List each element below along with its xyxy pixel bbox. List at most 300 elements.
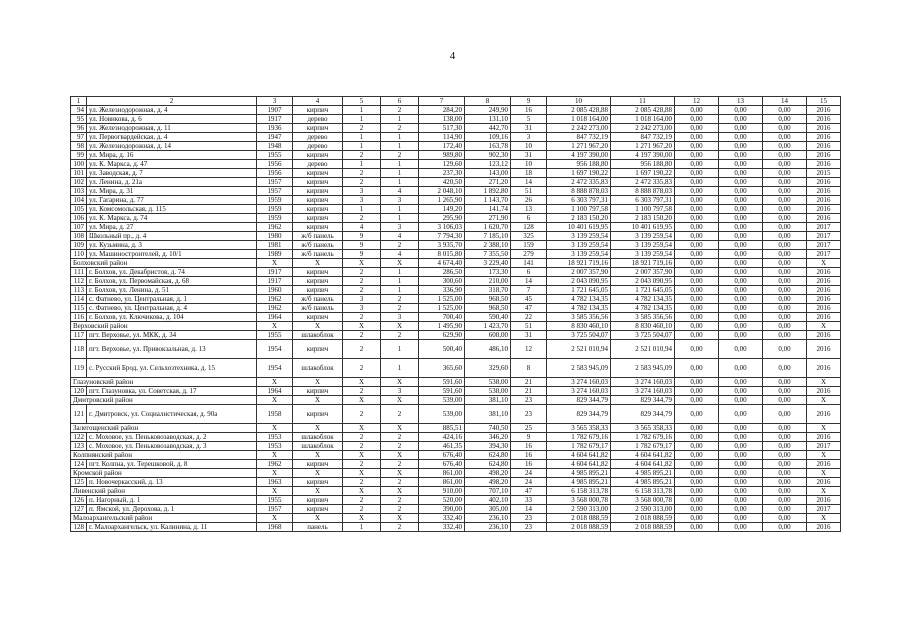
table-cell: 21: [511, 378, 547, 387]
table-cell: 3 585 356,56: [547, 313, 611, 322]
table-cell: 0,00: [719, 223, 763, 232]
table-cell: 18 921 719,16: [611, 259, 675, 268]
table-cell: 3 139 259,54: [547, 241, 611, 250]
table-cell: 109,16: [465, 133, 511, 142]
table-cell: 0,00: [763, 160, 807, 169]
address-cell: г. Малоархангельск, ул. Калинина, д. 11: [87, 523, 257, 532]
table-cell: 33: [511, 496, 547, 505]
table-cell: кирпич: [293, 205, 343, 214]
table-cell: 0,00: [719, 442, 763, 451]
table-cell: 0,00: [719, 469, 763, 478]
table-cell: 2017: [807, 232, 841, 241]
table-cell: 3 568 000,78: [547, 496, 611, 505]
table-cell: 2 018 088,59: [547, 514, 611, 523]
table-cell: 237,30: [419, 169, 465, 178]
table-cell: 2: [343, 505, 381, 514]
table-cell: 442,70: [465, 124, 511, 133]
table-cell: 847 732,19: [547, 133, 611, 142]
table-cell: 0,00: [719, 268, 763, 277]
table-cell: 624,80: [465, 460, 511, 469]
table-cell: 2016: [807, 133, 841, 142]
table-cell: кирпич: [293, 286, 343, 295]
table-cell: кирпич: [293, 124, 343, 133]
table-cell: Х: [807, 396, 841, 405]
row-number-cell: 112: [71, 277, 87, 286]
table-cell: 2016: [807, 496, 841, 505]
table-cell: 0,00: [763, 304, 807, 313]
table-cell: 3: [381, 313, 419, 322]
table-cell: 51: [511, 187, 547, 196]
table-row: [71, 277, 841, 286]
row-number-cell: 106: [71, 214, 87, 223]
table-cell: 1 271 967,20: [611, 142, 675, 151]
table-cell: 47: [511, 304, 547, 313]
table-cell: 1 782 679,17: [547, 442, 611, 451]
table-cell: 3 139 259,54: [547, 250, 611, 259]
table-cell: 4 604 641,82: [547, 451, 611, 460]
table-cell: 131,10: [465, 115, 511, 124]
table-cell: 0,00: [763, 442, 807, 451]
header-cell: 12: [675, 97, 719, 106]
table-cell: 829 344,79: [611, 405, 675, 424]
table-cell: 0,00: [763, 496, 807, 505]
table-cell: 0,00: [719, 505, 763, 514]
header-cell: 14: [763, 97, 807, 106]
header-cell: 3: [257, 97, 293, 106]
table-cell: 590,40: [465, 313, 511, 322]
table-cell: 2016: [807, 196, 841, 205]
table-cell: 318,70: [465, 286, 511, 295]
table-cell: 2016: [807, 187, 841, 196]
table-cell: 0,00: [675, 387, 719, 396]
header-cell: 15: [807, 97, 841, 106]
table-cell: 2016: [807, 277, 841, 286]
table-cell: 2: [343, 340, 381, 359]
table-row: [71, 205, 841, 214]
table-cell: 2: [381, 295, 419, 304]
table-cell: 1962: [257, 295, 293, 304]
row-number-cell: 115: [71, 304, 87, 313]
table-cell: 0,00: [763, 250, 807, 259]
table-cell: 2 583 945,09: [547, 359, 611, 378]
table-cell: 0,00: [719, 214, 763, 223]
table-cell: 2: [381, 124, 419, 133]
table-cell: 305,00: [465, 505, 511, 514]
table-cell: 2: [343, 169, 381, 178]
table-cell: 6 303 797,31: [547, 196, 611, 205]
table-cell: 402,10: [465, 496, 511, 505]
table-cell: 2: [381, 106, 419, 115]
table-cell: 0,00: [675, 304, 719, 313]
table-cell: 2: [343, 124, 381, 133]
table-cell: 0,00: [675, 151, 719, 160]
table-cell: 0,00: [763, 205, 807, 214]
table-cell: 0,00: [763, 151, 807, 160]
table-cell: 902,30: [465, 151, 511, 160]
table-cell: 8: [511, 359, 547, 378]
table-cell: 539,00: [419, 396, 465, 405]
table-cell: 0,00: [763, 331, 807, 340]
table-cell: 1: [343, 160, 381, 169]
table-cell: 0,00: [719, 196, 763, 205]
table-cell: 0,00: [675, 259, 719, 268]
row-number-cell: 122: [71, 433, 87, 442]
table-cell: 829 344,79: [547, 405, 611, 424]
table-row: [71, 106, 841, 115]
table-cell: 0,00: [719, 277, 763, 286]
table-cell: 0,00: [719, 340, 763, 359]
table-row: [71, 496, 841, 505]
table-cell: 23: [511, 523, 547, 532]
address-cell: с. Фатнево, ул. Центральная, д. 4: [87, 304, 257, 313]
header-cell: 13: [719, 97, 763, 106]
table-cell: 1: [381, 286, 419, 295]
row-number-cell: 109: [71, 241, 87, 250]
row-number-cell: 99: [71, 151, 87, 160]
table-cell: Х: [381, 396, 419, 405]
table-cell: 2 018 088,59: [611, 514, 675, 523]
table-cell: 1 423,70: [465, 322, 511, 331]
table-cell: 1 782 679,17: [611, 442, 675, 451]
table-cell: 7 794,30: [419, 232, 465, 241]
address-cell: ул. Машиностроителей, д. 10/1: [87, 250, 257, 259]
table-cell: 1: [343, 133, 381, 142]
table-cell: 2: [343, 178, 381, 187]
table-cell: 2016: [807, 160, 841, 169]
table-cell: 1: [343, 106, 381, 115]
table-cell: 2016: [807, 142, 841, 151]
district-name-cell: Залегощенский район: [71, 424, 257, 433]
table-cell: 172,40: [419, 142, 465, 151]
table-cell: 2: [343, 387, 381, 396]
table-cell: Х: [343, 451, 381, 460]
table-cell: 0,00: [719, 322, 763, 331]
table-cell: 284,20: [419, 106, 465, 115]
row-number-cell: 100: [71, 160, 87, 169]
table-cell: 47: [511, 487, 547, 496]
table-cell: 6: [511, 268, 547, 277]
table-cell: 539,00: [419, 405, 465, 424]
table-cell: 2: [381, 241, 419, 250]
table-cell: 24: [511, 478, 547, 487]
table-cell: 2 472 335,83: [611, 178, 675, 187]
table-cell: 1 721 645,05: [611, 286, 675, 295]
table-cell: 0,00: [763, 424, 807, 433]
table-cell: 0,00: [719, 478, 763, 487]
table-cell: 0,00: [675, 496, 719, 505]
table-cell: 2 242 273,00: [611, 124, 675, 133]
table-cell: 8 888 878,03: [611, 187, 675, 196]
district-subtotal-row: [71, 396, 841, 405]
table-row: [71, 178, 841, 187]
table-cell: 2017: [807, 223, 841, 232]
table-cell: 141,74: [465, 205, 511, 214]
table-cell: 3 229,40: [465, 259, 511, 268]
table-cell: Х: [381, 514, 419, 523]
table-cell: 1981: [257, 241, 293, 250]
table-cell: 329,60: [465, 359, 511, 378]
table-cell: 0,00: [763, 232, 807, 241]
table-cell: 0,00: [675, 223, 719, 232]
table-cell: Х: [293, 378, 343, 387]
table-cell: 1907: [257, 106, 293, 115]
table-cell: 1 620,70: [465, 223, 511, 232]
table-cell: 2016: [807, 124, 841, 133]
table-cell: 0,00: [763, 223, 807, 232]
table-cell: 4 782 134,35: [547, 295, 611, 304]
table-cell: 1917: [257, 115, 293, 124]
table-cell: 0,00: [719, 378, 763, 387]
table-cell: 1957: [257, 505, 293, 514]
table-cell: 2016: [807, 115, 841, 124]
table-cell: 0,00: [719, 460, 763, 469]
table-cell: 0,00: [763, 313, 807, 322]
district-subtotal-row: [71, 322, 841, 331]
table-cell: 520,00: [419, 496, 465, 505]
table-cell: 0,00: [763, 295, 807, 304]
table-cell: 0,00: [763, 142, 807, 151]
row-number-cell: 127: [71, 505, 87, 514]
table-cell: 1956: [257, 169, 293, 178]
table-cell: 0,00: [763, 487, 807, 496]
table-cell: 0,00: [675, 286, 719, 295]
table-cell: 0,00: [763, 268, 807, 277]
table-cell: кирпич: [293, 214, 343, 223]
table-cell: 2 183 150,20: [547, 214, 611, 223]
table-cell: 1: [381, 133, 419, 142]
table-cell: 3 139 259,54: [611, 232, 675, 241]
table-cell: 956 188,80: [547, 160, 611, 169]
table-cell: 1962: [257, 304, 293, 313]
table-cell: 18: [511, 169, 547, 178]
table-cell: кирпич: [293, 313, 343, 322]
table-cell: 18 921 719,16: [547, 259, 611, 268]
table-cell: 2: [343, 442, 381, 451]
row-number-cell: 128: [71, 523, 87, 532]
table-row: [71, 124, 841, 133]
table-cell: 1 697 190,22: [611, 169, 675, 178]
table-cell: 2017: [807, 442, 841, 451]
table-row: [71, 313, 841, 322]
table-cell: 1 495,90: [419, 322, 465, 331]
table-cell: 2 085 428,88: [611, 106, 675, 115]
table-cell: 0,00: [675, 424, 719, 433]
table-cell: 0,00: [675, 523, 719, 532]
table-cell: 4 604 641,82: [547, 460, 611, 469]
table-cell: 591,60: [419, 387, 465, 396]
table-cell: Х: [381, 451, 419, 460]
table-cell: 2 043 090,95: [547, 277, 611, 286]
table-cell: 9: [343, 232, 381, 241]
table-cell: 236,10: [465, 514, 511, 523]
table-cell: 2 583 945,09: [611, 359, 675, 378]
table-cell: Х: [343, 378, 381, 387]
table-cell: 0,00: [719, 424, 763, 433]
table-cell: кирпич: [293, 187, 343, 196]
row-number-cell: 97: [71, 133, 87, 142]
table-cell: 1980: [257, 232, 293, 241]
table-cell: Х: [807, 469, 841, 478]
table-cell: 420,50: [419, 178, 465, 187]
address-cell: п. Нагорный, д. 1: [87, 496, 257, 505]
table-cell: Х: [343, 322, 381, 331]
table-row: [71, 286, 841, 295]
table-cell: 6 158 313,78: [611, 487, 675, 496]
table-cell: 0,00: [763, 322, 807, 331]
district-subtotal-row: [71, 259, 841, 268]
table-cell: 0,00: [719, 286, 763, 295]
table-cell: 0,00: [675, 277, 719, 286]
table-cell: 51: [511, 322, 547, 331]
table-cell: 740,50: [465, 424, 511, 433]
table-cell: 885,51: [419, 424, 465, 433]
table-cell: 1: [381, 178, 419, 187]
table-cell: 3: [343, 304, 381, 313]
table-cell: 2016: [807, 359, 841, 378]
table-cell: 10 401 619,95: [547, 223, 611, 232]
district-name-cell: Колпнянский район: [71, 451, 257, 460]
table-row: [71, 505, 841, 514]
table-cell: 295,90: [419, 214, 465, 223]
table-cell: 0,00: [675, 331, 719, 340]
table-cell: 271,90: [465, 214, 511, 223]
table-cell: 2 472 335,83: [547, 178, 611, 187]
row-number-cell: 110: [71, 250, 87, 259]
table-row: [71, 187, 841, 196]
table-cell: 346,20: [465, 433, 511, 442]
table-cell: 1 892,80: [465, 187, 511, 196]
row-number-cell: 117: [71, 331, 87, 340]
table-cell: 0,00: [675, 187, 719, 196]
table-cell: 0,00: [675, 487, 719, 496]
table-cell: 0,00: [719, 106, 763, 115]
table-cell: 1 721 645,05: [547, 286, 611, 295]
district-subtotal-row: [71, 469, 841, 478]
address-cell: ул. Кузьмина, д. 3: [87, 241, 257, 250]
table-cell: 2016: [807, 268, 841, 277]
table-cell: 0,00: [675, 313, 719, 322]
table-cell: кирпич: [293, 496, 343, 505]
table-cell: 6: [511, 214, 547, 223]
table-cell: 1962: [257, 460, 293, 469]
row-number-cell: 111: [71, 268, 87, 277]
table-cell: 3: [343, 187, 381, 196]
table-cell: 4 985 895,21: [611, 478, 675, 487]
table-cell: 2: [381, 478, 419, 487]
table-cell: 676,40: [419, 460, 465, 469]
table-cell: 461,35: [419, 442, 465, 451]
table-cell: 1955: [257, 496, 293, 505]
table-cell: 0,00: [675, 433, 719, 442]
table-cell: 1917: [257, 277, 293, 286]
table-row: [71, 304, 841, 313]
table-cell: 163,78: [465, 142, 511, 151]
table-cell: 2: [343, 359, 381, 378]
table-cell: 1947: [257, 133, 293, 142]
table-cell: 0,00: [675, 178, 719, 187]
table-cell: 0,00: [675, 160, 719, 169]
table-cell: 4 604 641,82: [611, 460, 675, 469]
table-cell: 2 048,10: [419, 187, 465, 196]
table-cell: 1 100 797,58: [547, 205, 611, 214]
table-cell: шлакоблок: [293, 331, 343, 340]
table-cell: 2: [343, 277, 381, 286]
table-cell: 1948: [257, 142, 293, 151]
table-cell: 3 139 259,54: [547, 232, 611, 241]
table-cell: 0,00: [719, 115, 763, 124]
table-cell: 0,00: [763, 340, 807, 359]
table-cell: 0,00: [719, 232, 763, 241]
table-cell: 1 265,90: [419, 196, 465, 205]
address-cell: с. Моховое, ул. Пеньковозаводская, д. 2: [87, 433, 257, 442]
table-cell: 0,00: [675, 268, 719, 277]
row-number-cell: 105: [71, 205, 87, 214]
table-cell: 0,00: [763, 106, 807, 115]
table-cell: 0,00: [763, 359, 807, 378]
district-name-cell: Глазуновский район: [71, 378, 257, 387]
table-cell: 0,00: [719, 160, 763, 169]
table-cell: Х: [807, 514, 841, 523]
header-cell: 2: [87, 97, 257, 106]
table-cell: 3 725 504,07: [611, 331, 675, 340]
table-cell: 1: [343, 115, 381, 124]
table-cell: 0,00: [675, 514, 719, 523]
table-cell: 4 782 134,35: [547, 304, 611, 313]
table-cell: 0,00: [719, 387, 763, 396]
table-cell: 325: [511, 232, 547, 241]
table-cell: 2: [381, 433, 419, 442]
table-cell: 2016: [807, 286, 841, 295]
table-cell: 0,00: [763, 396, 807, 405]
table-cell: Х: [807, 451, 841, 460]
table-cell: 2: [343, 214, 381, 223]
table-cell: 0,00: [763, 133, 807, 142]
table-cell: 0,00: [675, 106, 719, 115]
address-cell: ул. Железнодорожная, д. 4: [87, 106, 257, 115]
table-cell: 2016: [807, 460, 841, 469]
row-number-cell: 94: [71, 106, 87, 115]
table-cell: Х: [293, 259, 343, 268]
table-row: [71, 250, 841, 259]
table-cell: 829 344,79: [611, 396, 675, 405]
row-number-cell: 114: [71, 295, 87, 304]
district-name-cell: Малоархангельский район: [71, 514, 257, 523]
table-cell: 1: [381, 205, 419, 214]
table-row: [71, 169, 841, 178]
address-cell: ул. Железнодорожная, д. 11: [87, 124, 257, 133]
table-cell: 0,00: [719, 523, 763, 532]
table-cell: 2: [343, 433, 381, 442]
table-row: [71, 359, 841, 378]
address-cell: ул. Ленина, д. 21а: [87, 178, 257, 187]
table-cell: 1 782 679,16: [547, 433, 611, 442]
table-cell: 2 007 357,90: [547, 268, 611, 277]
table-cell: 0,00: [719, 433, 763, 442]
table-cell: 2017: [807, 241, 841, 250]
table-cell: 2 018 088,59: [611, 523, 675, 532]
table-cell: 4: [381, 187, 419, 196]
table-cell: 143,00: [465, 169, 511, 178]
row-number-cell: 102: [71, 178, 87, 187]
address-cell: п. Ямской, ул. Дерохова, д. 1: [87, 505, 257, 514]
table-cell: 14: [511, 178, 547, 187]
table-cell: 14: [511, 505, 547, 514]
table-cell: 676,40: [419, 451, 465, 460]
table-row: [71, 223, 841, 232]
table-cell: дерево: [293, 133, 343, 142]
table-cell: 2016: [807, 304, 841, 313]
table-cell: 0,00: [763, 523, 807, 532]
